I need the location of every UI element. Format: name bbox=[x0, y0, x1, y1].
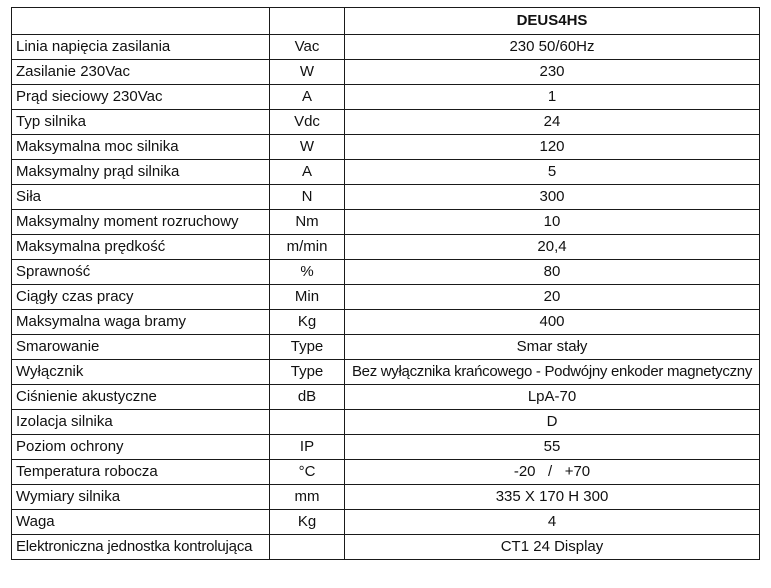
specification-table bbox=[11, 7, 760, 560]
value-cell: LpA-70 bbox=[345, 385, 760, 410]
value-cell: 24 bbox=[345, 110, 760, 135]
unit-cell: Kg bbox=[270, 510, 345, 535]
value-cell: 80 bbox=[345, 260, 760, 285]
parameter-name-cell: Izolacja silnika bbox=[12, 410, 270, 435]
value-cell: CT1 24 Display bbox=[345, 535, 760, 560]
table-row bbox=[12, 210, 760, 235]
table-row bbox=[12, 510, 760, 535]
value-cell: -20 / +70 bbox=[345, 460, 760, 485]
value-cell: 400 bbox=[345, 310, 760, 335]
table-row bbox=[12, 285, 760, 310]
parameter-name-cell: Prąd sieciowy 230Vac bbox=[12, 85, 270, 110]
table-row bbox=[12, 185, 760, 210]
table-row bbox=[12, 485, 760, 510]
value-cell: D bbox=[345, 410, 760, 435]
value-cell: 230 50/60Hz bbox=[345, 35, 760, 60]
table-row bbox=[12, 85, 760, 110]
value-cell: 20,4 bbox=[345, 235, 760, 260]
value-cell: 300 bbox=[345, 185, 760, 210]
unit-cell: IP bbox=[270, 435, 345, 460]
value-cell: 55 bbox=[345, 435, 760, 460]
unit-cell: Type bbox=[270, 335, 345, 360]
parameter-name-cell: Maksymalna waga bramy bbox=[12, 310, 270, 335]
value-cell: 120 bbox=[345, 135, 760, 160]
table-row bbox=[12, 535, 760, 560]
parameter-name-cell: Poziom ochrony bbox=[12, 435, 270, 460]
unit-cell: A bbox=[270, 85, 345, 110]
value-cell: Smar stały bbox=[345, 335, 760, 360]
specification-table-body bbox=[12, 8, 760, 560]
parameter-name-cell: Temperatura robocza bbox=[12, 460, 270, 485]
parameter-name-cell: Elektroniczna jednostka kontrolująca bbox=[12, 535, 270, 560]
unit-cell: Vdc bbox=[270, 110, 345, 135]
table-row bbox=[12, 410, 760, 435]
parameter-name-cell: Maksymalna prędkość bbox=[12, 235, 270, 260]
unit-cell: Min bbox=[270, 285, 345, 310]
table-row bbox=[12, 110, 760, 135]
unit-cell: N bbox=[270, 185, 345, 210]
table-row bbox=[12, 335, 760, 360]
unit-cell: Type bbox=[270, 360, 345, 385]
table-row bbox=[12, 35, 760, 60]
parameter-name-cell: Smarowanie bbox=[12, 335, 270, 360]
parameter-name-cell: Maksymalna moc silnika bbox=[12, 135, 270, 160]
parameter-name-cell: Maksymalny prąd silnika bbox=[12, 160, 270, 185]
parameter-name-cell: Siła bbox=[12, 185, 270, 210]
unit-cell: W bbox=[270, 60, 345, 85]
unit-cell: A bbox=[270, 160, 345, 185]
model-header-cell: DEUS4HS bbox=[345, 8, 760, 35]
parameter-name-cell: Ciągły czas pracy bbox=[12, 285, 270, 310]
table-row bbox=[12, 385, 760, 410]
table-header-row bbox=[12, 8, 760, 35]
unit-cell: mm bbox=[270, 485, 345, 510]
parameter-name-cell: Ciśnienie akustyczne bbox=[12, 385, 270, 410]
unit-cell: m/min bbox=[270, 235, 345, 260]
parameter-name-cell: Sprawność bbox=[12, 260, 270, 285]
table-row bbox=[12, 135, 760, 160]
unit-cell bbox=[270, 410, 345, 435]
unit-cell: % bbox=[270, 260, 345, 285]
unit-cell: dB bbox=[270, 385, 345, 410]
table-row bbox=[12, 435, 760, 460]
unit-header-cell bbox=[270, 8, 345, 35]
value-cell: 1 bbox=[345, 85, 760, 110]
value-cell: 10 bbox=[345, 210, 760, 235]
unit-cell: °C bbox=[270, 460, 345, 485]
value-cell: 230 bbox=[345, 60, 760, 85]
empty-header-cell bbox=[12, 8, 270, 35]
value-cell: 5 bbox=[345, 160, 760, 185]
table-row bbox=[12, 460, 760, 485]
parameter-name-cell: Waga bbox=[12, 510, 270, 535]
unit-cell bbox=[270, 535, 345, 560]
value-cell: 20 bbox=[345, 285, 760, 310]
unit-cell: Kg bbox=[270, 310, 345, 335]
unit-cell: Vac bbox=[270, 35, 345, 60]
value-cell: 4 bbox=[345, 510, 760, 535]
parameter-name-cell: Maksymalny moment rozruchowy bbox=[12, 210, 270, 235]
parameter-name-cell: Linia napięcia zasilania bbox=[12, 35, 270, 60]
value-cell: Bez wyłącznika krańcowego - Podwójny enkoder magnetyczny bbox=[345, 360, 760, 385]
parameter-name-cell: Wymiary silnika bbox=[12, 485, 270, 510]
parameter-name-cell: Zasilanie 230Vac bbox=[12, 60, 270, 85]
table-row bbox=[12, 310, 760, 335]
table-row bbox=[12, 260, 760, 285]
table-row bbox=[12, 360, 760, 385]
parameter-name-cell: Typ silnika bbox=[12, 110, 270, 135]
unit-cell: Nm bbox=[270, 210, 345, 235]
table-row bbox=[12, 160, 760, 185]
unit-cell: W bbox=[270, 135, 345, 160]
value-cell: 335 X 170 H 300 bbox=[345, 485, 760, 510]
table-row bbox=[12, 235, 760, 260]
parameter-name-cell: Wyłącznik bbox=[12, 360, 270, 385]
table-row bbox=[12, 60, 760, 85]
